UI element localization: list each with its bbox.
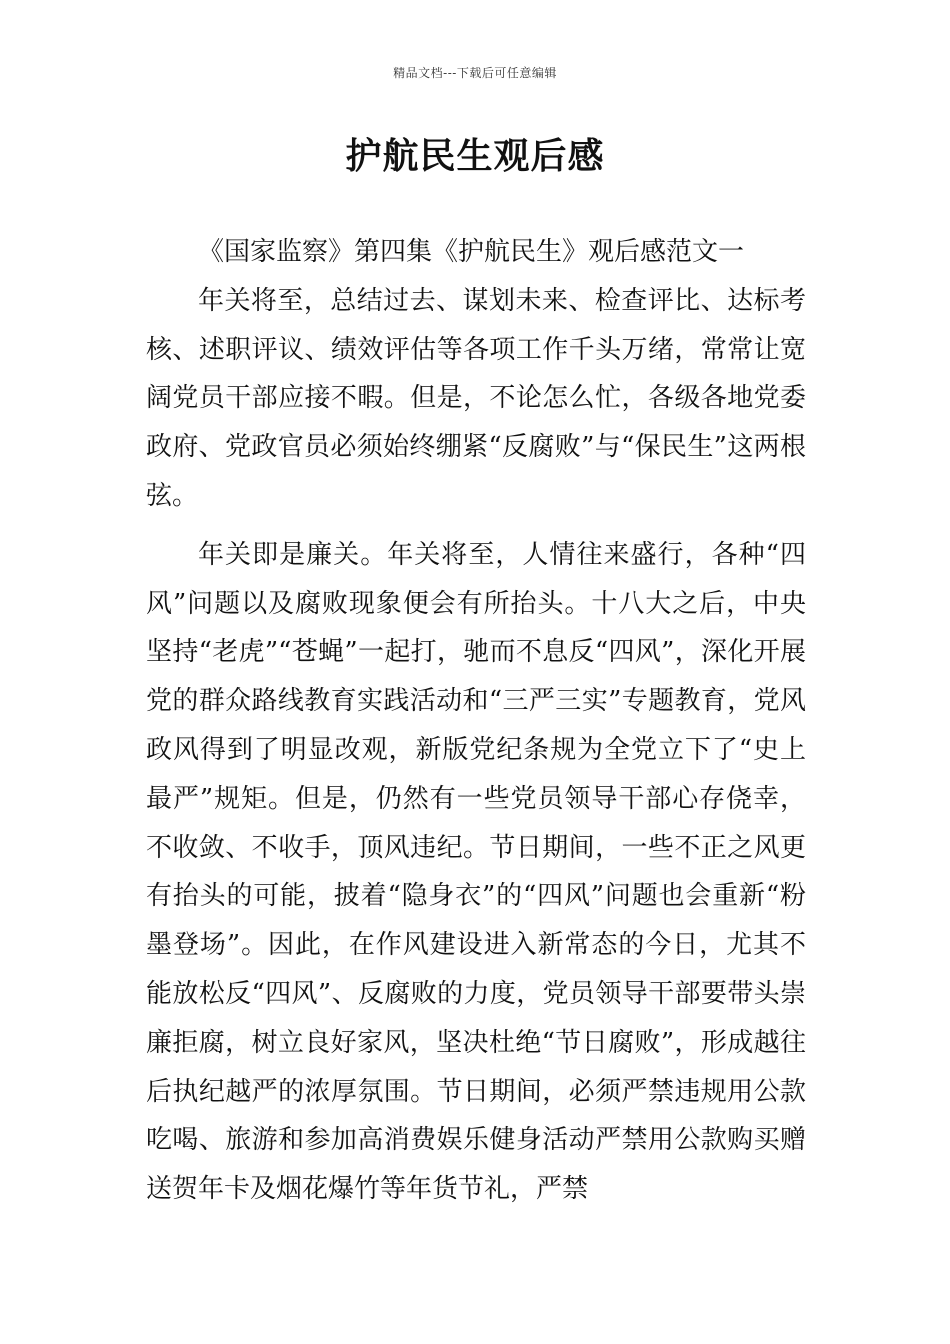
document-title: 护航民生观后感 — [345, 136, 605, 177]
paragraph-1: 年关将至，总结过去、谋划未来、检查评比、达标考核、述职评议、绩效评估等各项工作千头万绪，常常让宽阔党员干部应接不暇。但是，不论怎么忙，各级各地党委政府、党政官员必须始终绷紧“反腐败”与“保民生”这两根弦。 — [146, 285, 806, 511]
paragraph-2: 年关即是廉关。年关将至，人情往来盛行，各种“四风”问题以及腐败现象便会有所抬头。十八大之后，中央坚持“老虎”“苍蝇”一起打，驰而不息反“四风”，深化开展党的群众路线教育实践活动和“三严三实”专题教育，党风政风得到了明显改观，新版党纪条规为全党立下了“史上最严”规矩。但是，仍然有一些党员领导干部心存侥幸，不收敛、不收手，顶风违纪。节日期间，一些不正之风更有抬头的可能，披着“隐身衣”的“四风”问题也会重新“粉墨登场”。因此，在作风建设进入新常态的今日，尤其不能放松反“四风”、反腐败的力度，党员领导干部要带头崇廉拒腐，树立良好家风，坚决杜绝“节日腐败”，形成越往后执纪越严的浓厚氛围。节日期间，必须严禁违规用公款吃喝、旅游和参加高消费娱乐健身活动严禁用公款购买赠送贺年卡及烟花爆竹等年货节礼，严禁 — [146, 539, 806, 1205]
header-note: 精品文档---下载后可任意编辑 — [393, 66, 557, 80]
document-body — [146, 228, 806, 1214]
document-subtitle: 《国家监察》第四集《护航民生》观后感范文一 — [198, 237, 745, 267]
